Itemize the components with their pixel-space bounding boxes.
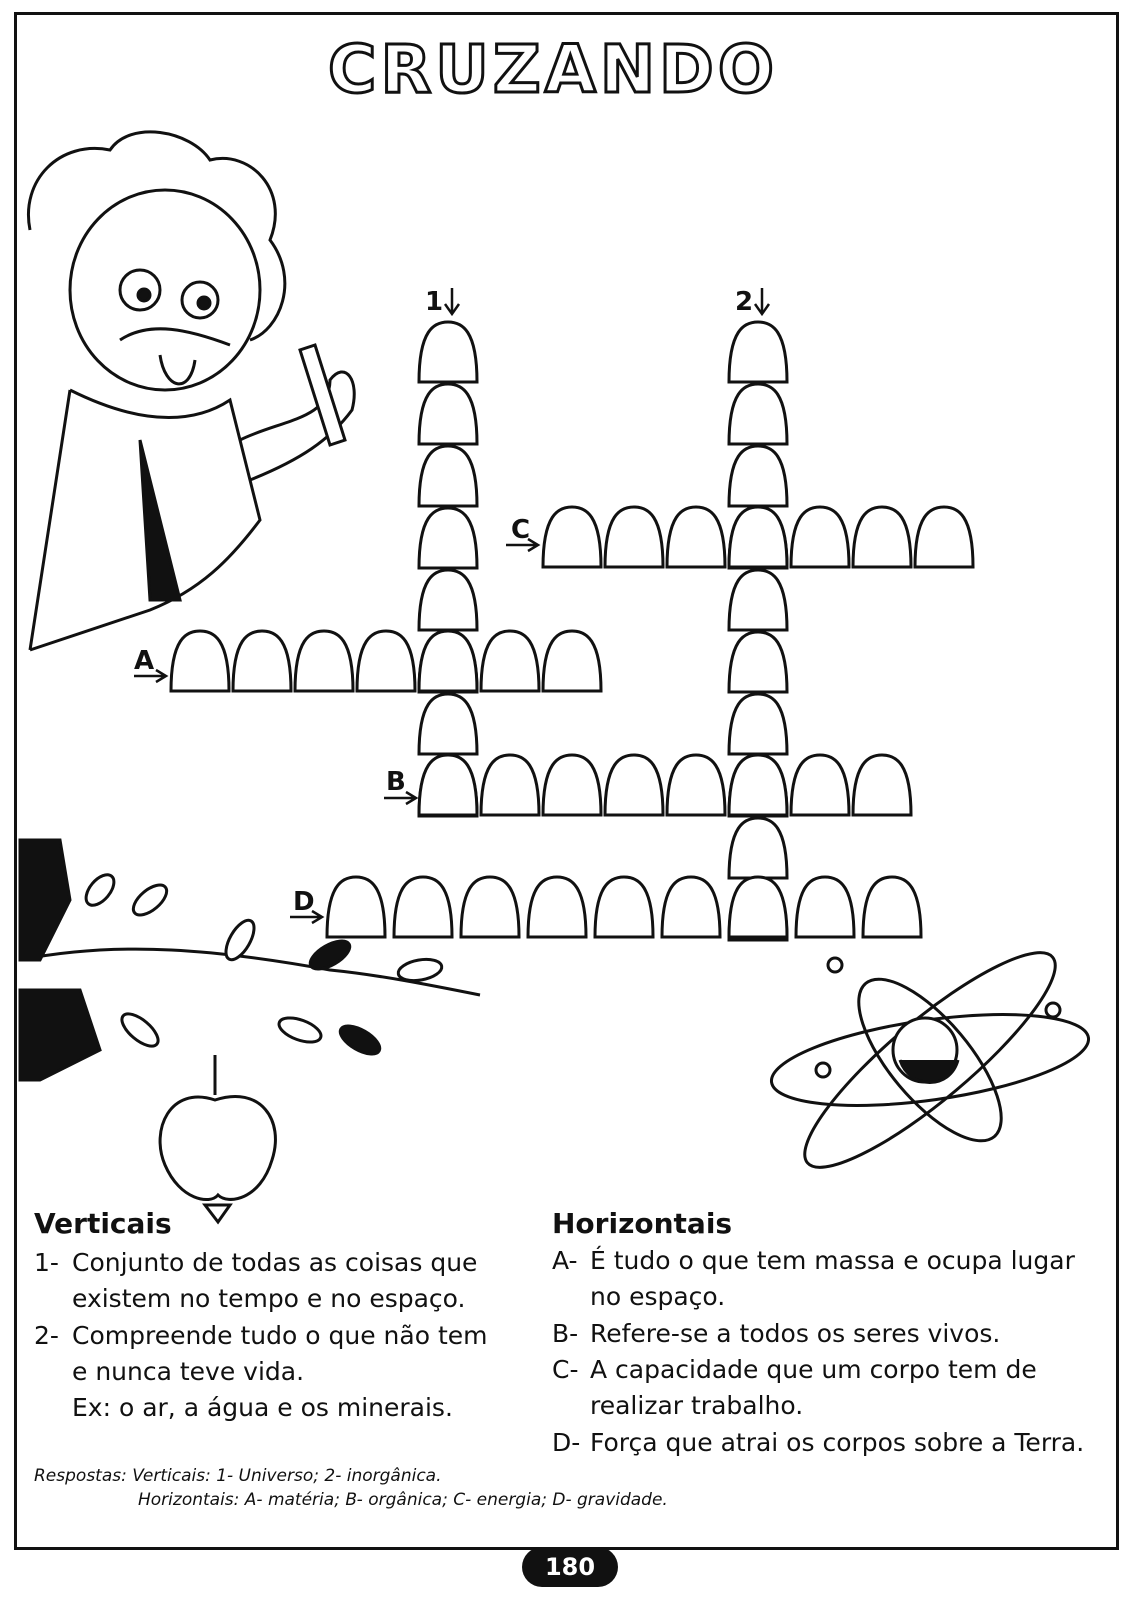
- page-number: 180: [522, 1547, 618, 1587]
- clue-number: 2-: [34, 1321, 59, 1350]
- label-vertical-1: 1: [425, 287, 444, 317]
- horizontal-clue-b: [552, 1316, 1102, 1352]
- clue-line: Refere-se a todos os seres vivos.: [590, 1319, 1001, 1348]
- horizontal-clue-a: [552, 1243, 1102, 1315]
- verticals-heading: Verticais: [34, 1207, 172, 1240]
- label-horizontal-d: D: [293, 887, 315, 917]
- horizontal-clue-d: [552, 1425, 1102, 1461]
- clue-number: A-: [552, 1246, 578, 1275]
- label-horizontal-c: C: [511, 515, 531, 545]
- clue-line: no espaço.: [590, 1282, 726, 1311]
- clue-line: A capacidade que um corpo tem de: [590, 1355, 1037, 1384]
- label-horizontal-b: B: [386, 767, 406, 797]
- clue-line: Força que atrai os corpos sobre a Terra.: [590, 1428, 1085, 1457]
- answers-line-2: Horizontais: A- matéria; B- orgânica; C- energia; D- gravidade.: [138, 1490, 668, 1510]
- label-vertical-2: 2: [735, 287, 754, 317]
- clue-line: e nunca teve vida.: [72, 1357, 305, 1386]
- vertical-clue-1: [34, 1245, 514, 1317]
- clue-line: Compreende tudo o que não tem: [72, 1321, 488, 1350]
- clue-line: existem no tempo e no espaço.: [72, 1284, 466, 1313]
- clue-number: D-: [552, 1428, 581, 1457]
- clue-line: É tudo o que tem massa e ocupa lugar: [590, 1246, 1075, 1275]
- vertical-clue-2: [34, 1318, 514, 1428]
- clue-line: realizar trabalho.: [590, 1391, 804, 1420]
- arrow-down-icon: [755, 288, 769, 314]
- horizontal-clue-c: [552, 1352, 1102, 1424]
- clue-number: B-: [552, 1319, 579, 1348]
- clue-line: Conjunto de todas as coisas que: [72, 1248, 478, 1277]
- clue-number: 1-: [34, 1248, 59, 1277]
- answers-line-1: Respostas: Verticais: 1- Universo; 2- inorgânica.: [34, 1466, 442, 1486]
- label-horizontal-a: A: [134, 646, 155, 676]
- horizontals-heading: Horizontais: [552, 1207, 733, 1240]
- clue-line: Ex: o ar, a água e os minerais.: [72, 1393, 453, 1422]
- clue-number: C-: [552, 1355, 579, 1384]
- page-title: CRUZANDO: [328, 31, 778, 108]
- arrow-down-icon: [445, 288, 459, 314]
